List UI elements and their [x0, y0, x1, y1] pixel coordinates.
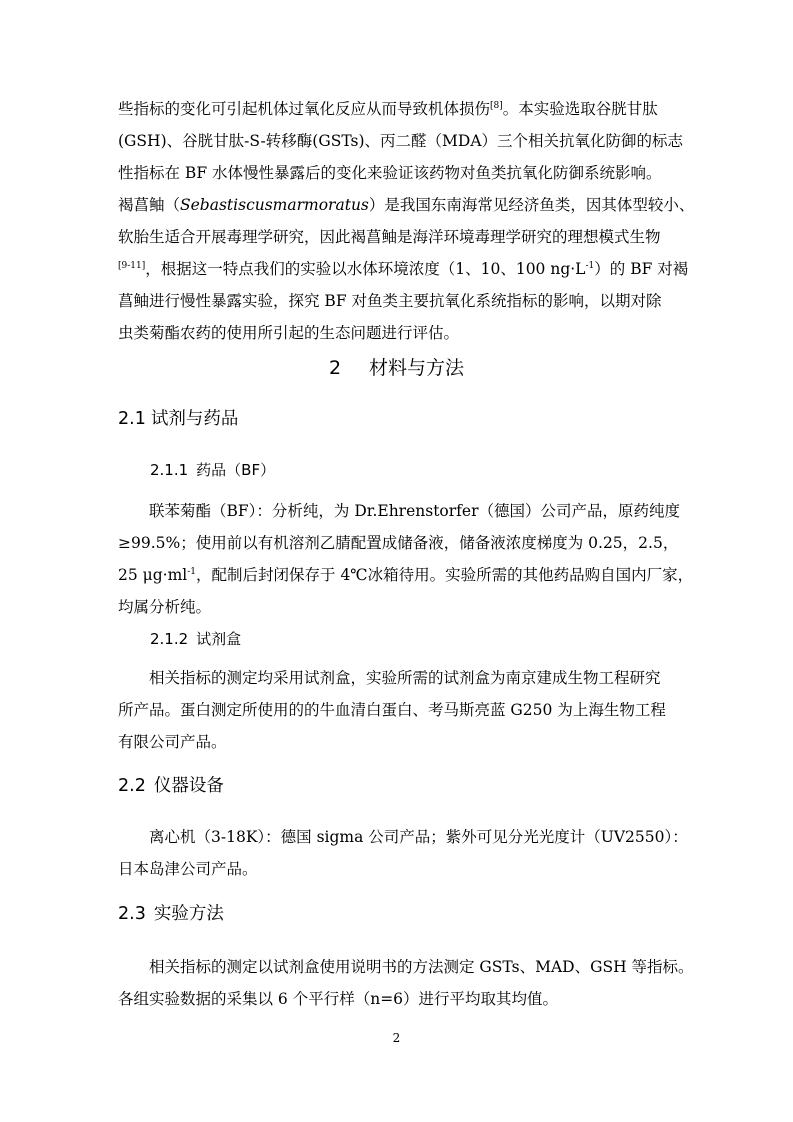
species-name: Sebastiscusmarmoratus [180, 196, 369, 214]
subsection-number: 2.3 [118, 904, 146, 924]
text-run: 些指标的变化可引起机体过氧化反应从而导致机体损伤 [118, 100, 491, 118]
text-line: 离心机（3-18K）：德国 sigma 公司产品；紫外可见分光光度计（UV2550）： [149, 828, 688, 846]
text-run: ，配制后封闭保存于 4℃冰箱待用。实验所需的其他药品购自国内厂家， [196, 566, 694, 584]
section-title: 材料与方法 [369, 357, 465, 379]
subsection-heading-2-2 [118, 773, 224, 799]
text-run: ）的 BF 对褐 [594, 260, 689, 278]
text-line [118, 253, 689, 285]
intro-paragraph [118, 93, 695, 349]
method-paragraph [118, 951, 694, 1015]
subsection-heading-2-3 [118, 901, 224, 927]
text-line [118, 189, 695, 221]
text-line: 相关指标的测定均采用试剂盒，实验所需的试剂盒为南京建成生物工程研究 [149, 669, 661, 687]
text-run: 。本实验选取谷胱甘肽 [502, 100, 658, 118]
text-line: 性指标在 BF 水体慢性暴露后的变化来验证该药物对鱼类抗氧化防御系统影响。 [118, 164, 662, 182]
text-line: (GSH)、谷胱甘肽-S-转移酶(GSTs)、丙二醛（MDA）三个相关抗氧化防御的标志 [118, 132, 684, 150]
text-line: 菖鲉进行慢性暴露实验，探究 BF 对鱼类主要抗氧化系统指标的影响，以期对除 [118, 292, 662, 310]
text-line: ≥99.5%；使用前以有机溶剂乙腈配置成储备液，储备液浓度梯度为 0.25，2.5， [118, 534, 679, 552]
subsubsection-number: 2.1.2 [150, 630, 189, 648]
section-number: 2 [328, 357, 342, 379]
text-line [118, 559, 694, 591]
subsubsection-title: 药品（BF） [196, 461, 276, 479]
kit-paragraph [118, 662, 676, 758]
text-line: 各组实验数据的采集以 6 个平行样（n=6）进行平均取其均值。 [118, 990, 559, 1008]
text-line: 日本岛津公司产品。 [118, 860, 258, 878]
text-line [118, 93, 676, 125]
page-number: 2 [392, 1031, 401, 1045]
citation-ref: [8] [490, 101, 503, 111]
text-run: ，根据这一特点我们的实验以水体环境浓度（1、10、100 ng·L [145, 260, 586, 278]
unit-superscript: -1 [585, 261, 595, 271]
unit-superscript: -1 [187, 567, 197, 577]
subsubsection-heading-2-1-1 [150, 458, 275, 482]
text-line: 软胎生适合开展毒理学研究，因此褐菖鲉是海洋环境毒理学研究的理想模式生物 [118, 228, 661, 246]
text-line: 均属分析纯。 [118, 598, 212, 616]
subsection-title: 试剂与药品 [150, 409, 239, 429]
subsection-number: 2.2 [118, 776, 146, 796]
text-run: ）是我国东南海常见经济鱼类，因其体型较小、 [368, 196, 695, 214]
subsubsection-heading-2-1-2 [150, 627, 241, 651]
text-line: 虫类菊酯农药的使用所引起的生态问题进行评估。 [118, 324, 460, 342]
text-line: 所产品。蛋白测定所使用的的牛血清白蛋白、考马斯亮蓝 G250 为上海生物工程 [118, 701, 666, 719]
text-line: 有限公司产品。 [118, 733, 227, 751]
drug-paragraph [118, 495, 694, 623]
subsection-title: 实验方法 [153, 904, 224, 924]
text-line: 相关指标的测定以试剂盒使用说明书的方法测定 GSTs、MAD、GSH 等指标。 [149, 958, 694, 976]
subsection-title: 仪器设备 [153, 776, 224, 796]
text-run: 褐菖鲉（ [118, 196, 181, 214]
section-heading-2 [0, 354, 793, 382]
text-line: 联苯菊酯（BF）：分析纯，为 Dr.Ehrenstorfer（德国）公司产品，原药纯度 [149, 502, 680, 520]
subsection-number: 2.1 [118, 409, 146, 429]
citation-ref: [9-11] [118, 261, 146, 271]
equipment-paragraph [118, 821, 688, 885]
subsubsection-title: 试剂盒 [196, 630, 242, 648]
subsubsection-number: 2.1.1 [150, 461, 189, 479]
text-run: 25 μg·ml [118, 566, 188, 584]
subsection-heading-2-1 [118, 406, 238, 432]
